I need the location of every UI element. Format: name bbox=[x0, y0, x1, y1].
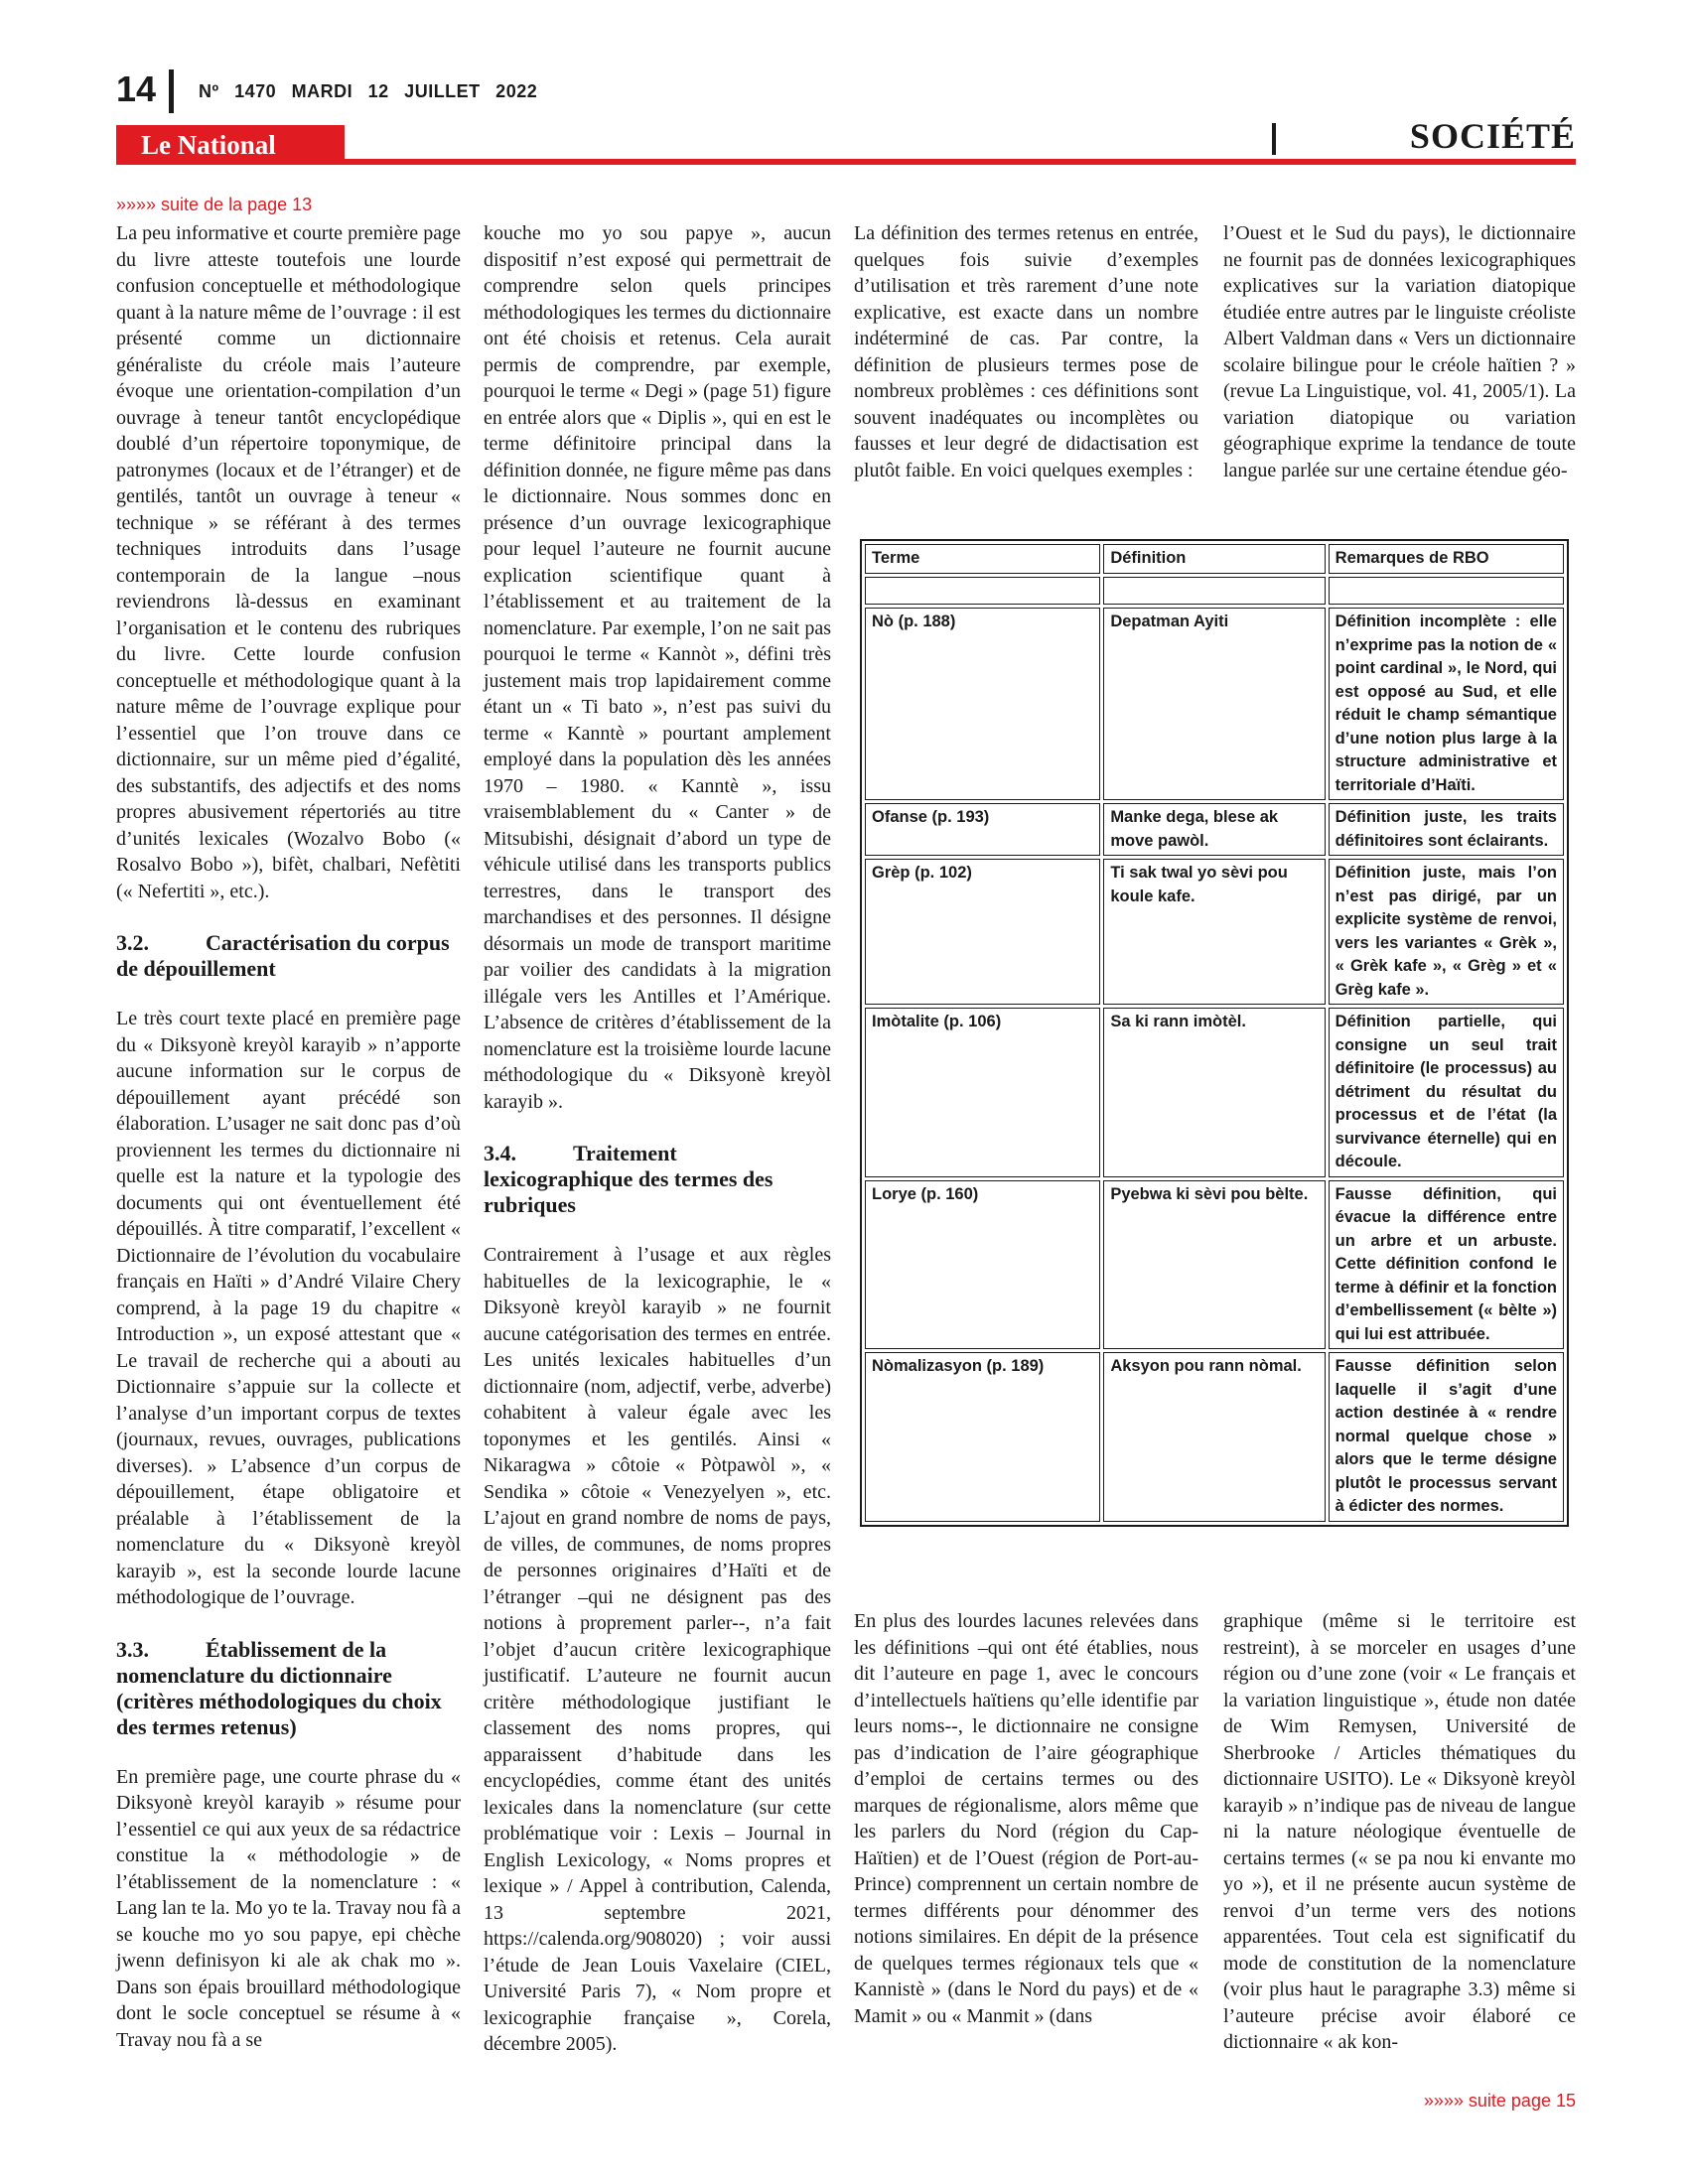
paragraph: l’Ouest et le Sud du pays), le dictionnaire ne fournit pas de données lexicographiques explicatives sur la variation diatopique étudiée entre autres par le linguiste créoliste Albert Valdman dans « Vers un dictionnaire scolaire bilingue pour le créole haïtien ? » (revue La Linguistique, vol. 41, 2005/1). La variation diatopique ou variation géographique exprime la tendance de toute langue parlée sur une certaine étendue géo- bbox=[1223, 222, 1576, 481]
table-row bbox=[865, 1352, 1564, 1522]
newspaper-logo: Le National bbox=[141, 130, 276, 160]
cell-term: Imòtalite (p. 106) bbox=[865, 1008, 1100, 1177]
table-spacer-row bbox=[865, 577, 1564, 605]
issue-date: 12 JUILLET 2022 bbox=[367, 81, 538, 101]
continued-to: »»»» suite page 15 bbox=[1423, 2091, 1576, 2111]
definitions-table bbox=[860, 539, 1569, 1527]
cell-remark: Fausse définition selon laquelle il s’agit d’une action destinée à « rendre normal quelque chose » alors que le terme désigne plutôt le processus servant à édicter des normes. bbox=[1329, 1352, 1564, 1522]
article-column-4 bbox=[1223, 220, 1576, 483]
paragraph: La peu informative et courte première page du livre atteste toutefois une lourde confusion conceptuelle et méthodologique quant à la nature même de l’ouvrage : il est présenté comme un dictionnaire généraliste du créole mais l’auteure évoque une orientation-compilation d’un ouvrage à teneur tantôt encyclopédique doublé d’un répertoire toponymique, de patronymes (locaux et de l’étranger) et de gentilés, tantôt un ouvrage à teneur « technique » se référant à des termes techniques introduits dans l’usage contemporain de la langue –nous reviendrons là-dessus en examinant l’organisation et le contenu des rubriques du livre. Cette lourde confusion conceptuelle et méthodologique quant à la nature même de l’ouvrage explique pour l’essentiel que l’on trouve dans ce dictionnaire, sur un même pied d’égalité, des substantifs, des adjectifs et des noms propres abusivement répertoriés au titre d’unités lexicales (Wozalvo Bobo (« Rosalvo Bobo »), bifèt, chalbari, Nefètiti (« Nefertiti », etc.). bbox=[116, 222, 461, 902]
page-number-divider bbox=[169, 69, 174, 113]
cell-term: Lorye (p. 160) bbox=[865, 1180, 1100, 1350]
cell-term: Grèp (p. 102) bbox=[865, 859, 1100, 1005]
cell-definition: Aksyon pou rann nòmal. bbox=[1103, 1352, 1325, 1522]
header-remarques: Remarques de RBO bbox=[1329, 544, 1564, 574]
section-divider bbox=[1272, 123, 1276, 155]
paragraph: Le très court texte placé en première page du « Diksyonè kreyòl karayib » n’apporte aucune information sur le corpus de dépouillement ayant précédé son élaboration. L’usager ne sait donc pas d’où proviennent les termes du dictionnaire ni quelle est la nature et la typologie des documents qui ont éventuellement été dépouillés. À titre comparatif, l’excellent « Dictionnaire de l’évolution du vocabulaire français en Haïti » d’André Vilaire Chery comprend, à la page 19 du chapitre « Introduction », un exposé attestant que « Le travail de recherche qui a abouti au Dictionnaire s’appuie sur la collecte et l’analyse d’un important corpus de textes (journaux, revues, ouvrages, publications diverses). » L’absence d’un corpus de dépouillement, étape obligatoire et préalable à l’établissement de la nomenclature du « Diksyonè kreyòl karayib », est la seconde lourde lacune méthodologique de l’ouvrage. bbox=[116, 1008, 461, 1608]
paragraph: La définition des termes retenus en entrée, quelques fois suivie d’exemples d’utilisation et très rarement d’une note explicative, est exacte dans un nombre indéterminé de cas. Par contre, la définition de plusieurs termes pose de nombreux problèmes : ces définitions sont souvent inadéquates ou incomplètes ou fausses et leur degré de didactisation est plutôt faible. En voici quelques exemples : bbox=[854, 222, 1198, 481]
cell-remark: Fausse définition, qui évacue la différence entre un arbre et un arbuste. Cette définition confond le terme à définir et la fonction d’embellissement (« bèlte ») qui lui est attribuée. bbox=[1329, 1180, 1564, 1350]
table-row bbox=[865, 859, 1564, 1005]
cell-term: Nò (p. 188) bbox=[865, 608, 1100, 800]
page-number: 14 bbox=[116, 68, 157, 109]
paragraph: kouche mo yo sou papye », aucun dispositif n’est exposé qui permettrait de comprendre selon quels principes méthodologiques les termes du dictionnaire ont été choisis et retenus. Cela aurait permis de comprendre, par exemple, pourquoi le terme « Degi » (page 51) figure en entrée alors que « Diplis », qui en est le terme définitoire principal dans la définition donnée, ne figure même pas dans le dictionnaire. Nous sommes donc en présence d’un ouvrage lexicographique pour lequel l’auteure ne fournit aucune explication scientifique quant à l’établissement et au traitement de la nomenclature. Par exemple, l’on ne sait pas pourquoi le terme « Kannòt », défini très justement mais trop lapidairement comme étant un « Ti bato », n’est pas suivi du terme « Kanntè » pourtant amplement employé dans la population dès les années 1970 – 1980. « Kanntè », issu vraisemblablement du « Canter » de Mitsubishi, désignait d’abord un type de véhicule utilisé dans les transports publics terrestres, dans le transport des marchandises et des personnes. Il désigne désormais un mode de transport maritime par voilier des candidats à la migration illégale vers les Antilles et l’Amérique. L’absence de critères d’établissement de la nomenclature est la troisième lourde lacune méthodologique du « Diksyonè kreyòl karayib ». bbox=[484, 222, 831, 1113]
issue-number: Nº 1470 bbox=[199, 81, 277, 101]
paragraph: Contrairement à l’usage et aux règles habituelles de la lexicographie, le « Diksyonè kreyòl karayib » ne fournit aucune catégorisation des termes en entrée. Les unités lexicales habituelles d’un dictionnaire (nom, adjectif, verbe, adverbe) cohabitent à valeur égale avec les toponymes et les gentilés. Ainsi « Nikaragwa » côtoie « Pòtpawòl », « Sendika » côtoie « Venezyelyen », etc. L’ajout en grand nombre de noms de pays, de villes, de communes, de noms propres de personnes originaires d’Haïti et de l’étranger –qui ne désignent pas des notions à proprement parler--, n’a fait l’objet d’aucun critère lexicographique justificatif. L’auteure ne fournit aucun critère méthodologique justifiant le classement des noms propres, qui apparaissent d’habitude dans les encyclopédies, comme étant des unités lexicales dans la nomenclature (sur cette problématique voir : Lexis – Journal in English Lexicology, « Noms propres et lexique » / Appel à contribution, Calenda, 13 septembre 2021, https://calenda.org/908020) ; voir aussi l’étude de Jean Louis Vaxelaire (CIEL, Université Paris 7), « Nom propre et lexicographie française », Corela, décembre 2005). bbox=[484, 1244, 831, 2055]
header-rule bbox=[345, 159, 1576, 165]
table-row bbox=[865, 803, 1564, 856]
section-heading-3-4: 3.4. Traitement lexicographique des termes des rubriques bbox=[484, 1141, 774, 1217]
table-row bbox=[865, 1180, 1564, 1350]
cell-term: Ofanse (p. 193) bbox=[865, 803, 1100, 856]
cell-remark: Définition juste, les traits définitoires sont éclairants. bbox=[1329, 803, 1564, 856]
issue-weekday: MARDI bbox=[291, 81, 353, 101]
cell-remark: Définition partielle, qui consigne un seul trait définitoire (le processus) au détriment du résultat du processus et de l’état (la survivance éternelle) qui en découle. bbox=[1329, 1008, 1564, 1177]
issue-line bbox=[199, 81, 537, 102]
cell-definition: Depatman Ayiti bbox=[1103, 608, 1325, 800]
section-heading-3-3: 3.3. Établissement de la nomenclature du dictionnaire (critères méthodologiques du choix des termes retenus) bbox=[116, 1636, 442, 1739]
cell-term: Nòmalizasyon (p. 189) bbox=[865, 1352, 1100, 1522]
table-header-row bbox=[865, 544, 1564, 574]
cell-definition: Ti sak twal yo sèvi pou koule kafe. bbox=[1103, 859, 1325, 1005]
article-column-2 bbox=[484, 220, 831, 2058]
section-heading-3-2: 3.2. Caractérisation du corpus de dépouillement bbox=[116, 930, 450, 981]
table-row bbox=[865, 608, 1564, 800]
paragraph: En plus des lourdes lacunes relevées dans les définitions –qui ont été établies, nous dit l’auteure en page 1, avec le concours d’intellectuels haïtiens qu’elle identifie par leurs noms--, le dictionnaire ne consigne pas d’indication de l’aire géographique d’emploi de certains termes ou des marques de régionalisme, alors même que les parlers du Nord (région du Cap-Haïtien) et de l’Ouest (région de Port-au-Prince) comprennent un certain nombre de termes différents pour dénommer des notions similaires. En dépit de la présence de quelques termes régionaux tels que « Kannistè » (dans le Nord du pays) et de « Mamit » ou « Manmit » (dans bbox=[854, 1610, 1198, 2027]
article-column-3 bbox=[854, 220, 1198, 483]
cell-definition: Manke dega, blese ak move pawòl. bbox=[1103, 803, 1325, 856]
cell-definition: Pyebwa ki sèvi pou bèlte. bbox=[1103, 1180, 1325, 1350]
cell-definition: Sa ki rann imòtèl. bbox=[1103, 1008, 1325, 1177]
section-title: SOCIÉTÉ bbox=[1409, 116, 1576, 156]
table-row bbox=[865, 1008, 1564, 1177]
cell-remark: Définition incomplète : elle n’exprime pas la notion de « point cardinal », le Nord, qui est opposé au Sud, et elle réduit le champ sémantique d’une notion plus large à la structure administrative et territoriale d’Haïti. bbox=[1329, 608, 1564, 800]
article-column-1 bbox=[116, 220, 461, 2053]
paragraph: graphique (même si le territoire est restreint), à se morceler en usages d’une région ou d’une zone (voir « Le français et la variation linguistique », étude non datée de Wim Remysen, Université de Sherbrooke / Articles thématiques du dictionnaire USITO). Le « Diksyonè kreyòl karayib » n’indique pas de niveau de langue ni la nature néologique éventuelle de certains termes (« se pa nou ki envante mo yo »), et il ne présente aucun système de renvoi d’un terme vers des notions apparentées. Tout cela est significatif du mode de constitution de la nomenclature (voir plus haut le paragraphe 3.3) même si l’auteure précise avoir élaboré ce dictionnaire « ak kon- bbox=[1223, 1610, 1576, 2053]
continued-from: »»»» suite de la page 13 bbox=[116, 195, 313, 214]
article-column-4-continued bbox=[1223, 1608, 1576, 2056]
header-terme: Terme bbox=[865, 544, 1100, 574]
cell-remark: Définition juste, mais l’on n’est pas dirigé, par un explicite système de renvoi, vers les variantes « Grèk », « Grèk kafe », « Grèg » et « Grèg kafe ». bbox=[1329, 859, 1564, 1005]
article-column-3-continued bbox=[854, 1608, 1198, 2029]
header-definition: Définition bbox=[1103, 544, 1325, 574]
paragraph: En première page, une courte phrase du « Diksyonè kreyòl karayib » résume pour l’essentiel ce qui aux yeux de sa rédactrice constitue la « méthodologie » de l’établissement de la nomenclature : « Lang lan te la. Mo yo te la. Travay nou fà a se kouche mo yo sou papye, epi chèche jwenn definisyon ki ale ak chak mo ». Dans son épais brouillard méthodologique dont le socle conceptuel se résume à « Travay nou fà a se bbox=[116, 1765, 461, 2051]
